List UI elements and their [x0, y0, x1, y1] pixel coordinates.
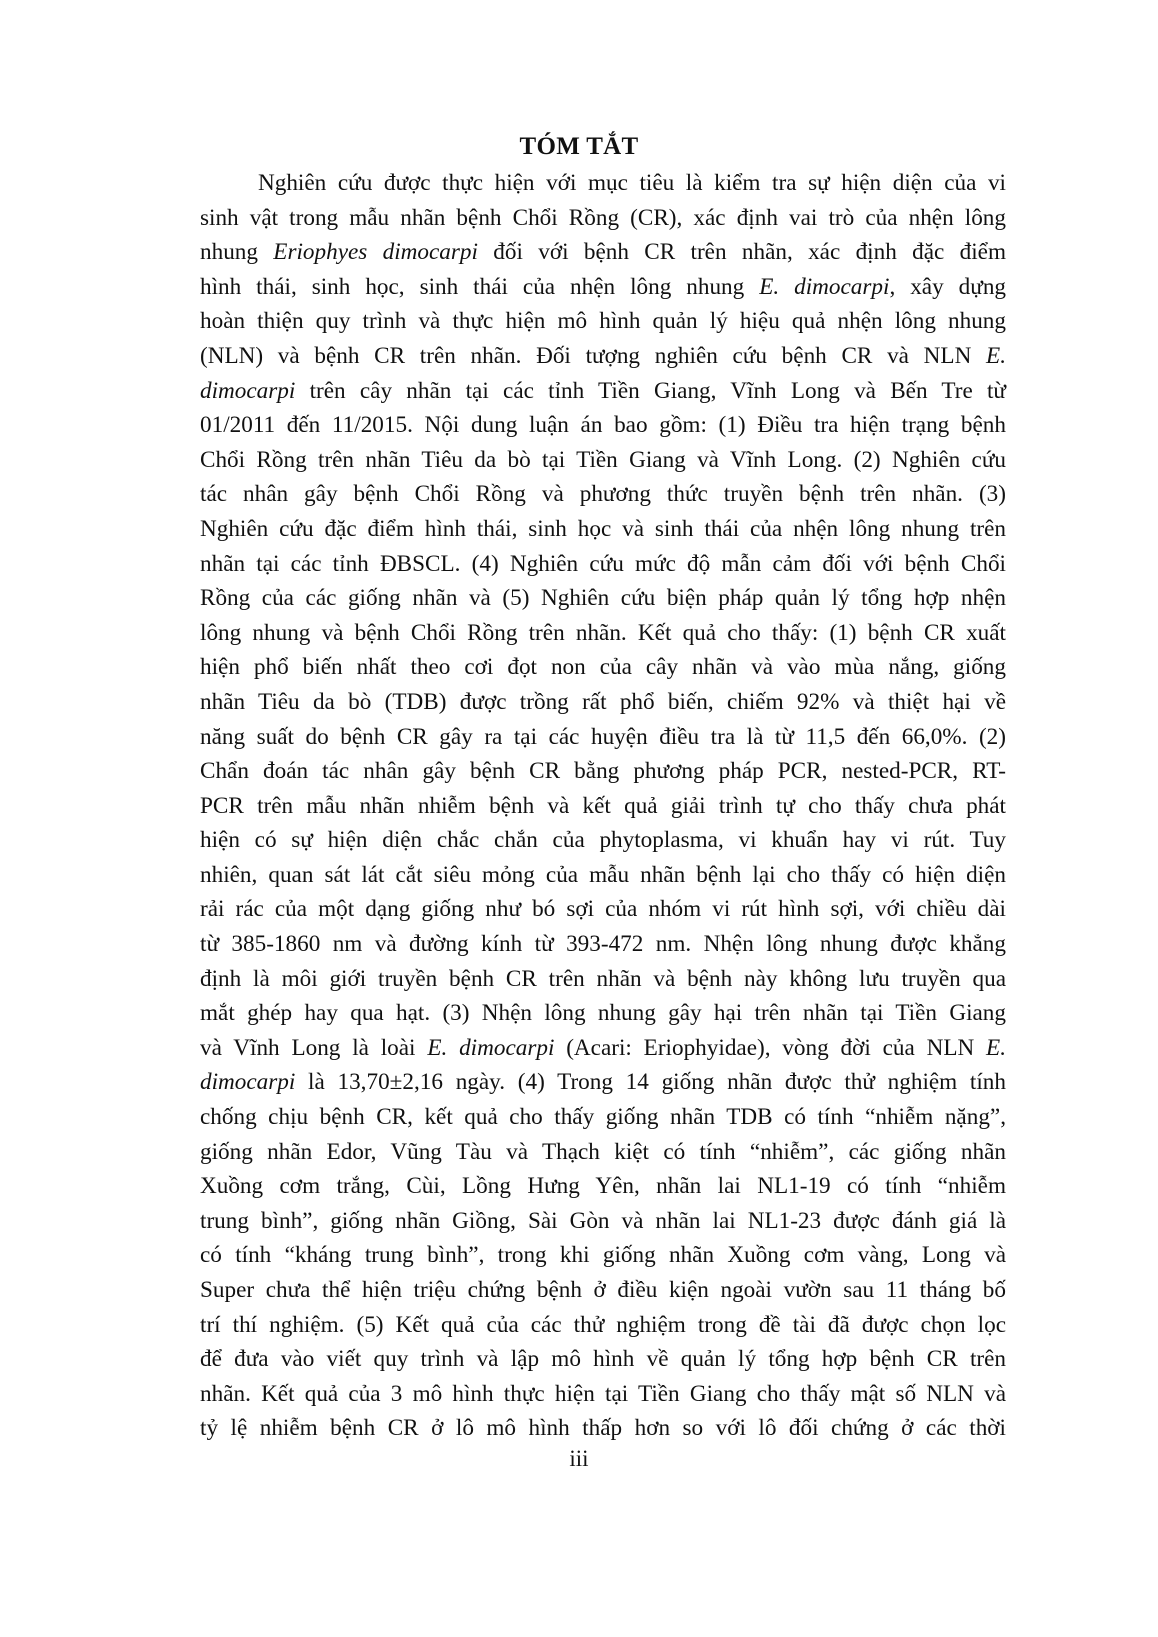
text-run: năng suất do bệnh CR gây ra tại các huyện điều tra là từ 11,5 đến 66,0%. (2)	[200, 723, 1006, 750]
text-line	[200, 547, 1006, 582]
text-run: tác nhân gây bệnh Chổi Rồng và phương thức truyền bệnh trên nhãn. (3)	[200, 481, 1006, 508]
text-run: từ 385-1860 nm và đường kính từ 393-472 nm. Nhện lông nhung được khẳng	[200, 931, 1006, 958]
text-line	[200, 789, 1006, 824]
text-line	[200, 616, 1006, 651]
text-run: có tính “kháng trung bình”, trong khi giống nhãn Xuồng cơm vàng, Long và	[200, 1242, 1006, 1269]
italic-species-name: E. dimocarpi	[759, 273, 890, 300]
italic-species-name: dimocarpi	[200, 1069, 296, 1096]
text-line	[200, 1377, 1006, 1412]
text-run: và Vĩnh Long là loài	[200, 1034, 428, 1061]
text-line	[200, 1135, 1006, 1170]
text-run: là 13,70±2,16 ngày. (4) Trong 14 giống nhãn được thử nghiệm tính	[295, 1069, 1006, 1096]
italic-species-name: E. dimocarpi	[427, 1034, 555, 1061]
text-run: rải rác của một dạng giống như bó sợi của nhóm vi rút hình sợi, với chiều dài	[200, 896, 1006, 923]
text-run: đối với bệnh CR trên nhãn, xác định đặc điểm	[477, 239, 1007, 266]
abstract-paragraph	[200, 166, 1006, 1446]
text-line	[200, 1100, 1006, 1135]
text-run: , xây dựng	[889, 273, 1007, 300]
text-run: (NLN) và bệnh CR trên nhãn. Đối tượng nghiên cứu bệnh CR và NLN	[200, 342, 987, 369]
text-line	[200, 1273, 1006, 1308]
text-run: nhung	[200, 239, 274, 266]
text-run: trên cây nhãn tại các tỉnh Tiền Giang, Vĩnh Long và Bến Tre từ	[295, 377, 1006, 404]
text-line	[200, 201, 1006, 236]
text-line	[200, 166, 1006, 201]
text-line	[200, 477, 1006, 512]
text-line	[200, 685, 1006, 720]
text-run: tỷ lệ nhiễm bệnh CR ở lô mô hình thấp hơn so với lô đối chứng ở các thời	[200, 1415, 1006, 1442]
text-run: trung bình”, giống nhãn Giồng, Sài Gòn và nhãn lai NL1-23 được đánh giá là	[200, 1207, 1006, 1234]
text-run: mắt ghép hay qua hạt. (3) Nhện lông nhung gây hại trên nhãn tại Tiền Giang	[200, 1000, 1006, 1027]
text-run: hoàn thiện quy trình và thực hiện mô hình quản lý hiệu quả nhện lông nhung	[200, 308, 1006, 335]
text-line	[200, 339, 1006, 374]
text-line	[200, 892, 1006, 927]
text-run: Super chưa thể hiện triệu chứng bệnh ở điều kiện ngoài vườn sau 11 tháng bố	[200, 1277, 1006, 1303]
text-line	[200, 1342, 1006, 1377]
text-line	[200, 235, 1006, 270]
text-line	[200, 823, 1006, 858]
text-line	[200, 270, 1006, 305]
text-line	[200, 1065, 1006, 1100]
text-line	[200, 1411, 1006, 1446]
italic-species-name: Eriophyes dimocarpi	[273, 239, 478, 266]
text-run: lông nhung và bệnh Chổi Rồng trên nhãn. Kết quả cho thấy: (1) bệnh CR xuất	[200, 619, 1006, 646]
text-line	[200, 581, 1006, 616]
text-run: nhãn tại các tỉnh ĐBSCL. (4) Nghiên cứu mức độ mẫn cảm đối với bệnh Chổi	[200, 550, 1006, 577]
text-run: nhãn Tiêu da bò (TDB) được trồng rất phổ biến, chiếm 92% và thiệt hại về	[200, 688, 1006, 715]
text-run: hiện có sự hiện diện chắc chắn của phytoplasma, vi khuẩn hay vi rút. Tuy	[200, 827, 1006, 854]
text-run: Rồng của các giống nhãn và (5) Nghiên cứu biện pháp quản lý tổng hợp nhện	[200, 585, 1006, 612]
text-line	[200, 1169, 1006, 1204]
text-run: Chổi Rồng trên nhãn Tiêu da bò tại Tiền Giang và Vĩnh Long. (2) Nghiên cứu	[200, 446, 1006, 473]
text-line	[200, 996, 1006, 1031]
text-run: (Acari: Eriophyidae), vòng đời của NLN	[554, 1034, 987, 1061]
text-run: để đưa vào viết quy trình và lập mô hình về quản lý tổng hợp bệnh CR trên	[200, 1346, 1006, 1373]
section-title: TÓM TẮT	[519, 133, 639, 160]
text-run: giống nhãn Edor, Vũng Tàu và Thạch kiệt có tính “nhiễm”, các giống nhãn	[200, 1138, 1006, 1165]
text-line	[200, 1031, 1006, 1066]
text-run: Nghiên cứu đặc điểm hình thái, sinh học và sinh thái của nhện lông nhung trên	[200, 515, 1006, 542]
text-line	[200, 962, 1006, 997]
text-run: nhiên, quan sát lát cắt siêu mỏng của mẫu nhãn bệnh lại cho thấy có hiện diện	[200, 861, 1006, 888]
page-number: iii	[569, 1446, 589, 1471]
text-line	[200, 650, 1006, 685]
italic-species-name: E.	[986, 1034, 1006, 1061]
italic-species-name: E.	[986, 342, 1006, 369]
text-run: sinh vật trong mẫu nhãn bệnh Chổi Rồng (CR), xác định vai trò của nhện lông	[200, 204, 1006, 231]
text-line	[200, 408, 1006, 443]
text-line	[200, 927, 1006, 962]
text-run: hình thái, sinh học, sinh thái của nhện lông nhung	[200, 273, 760, 300]
text-run: PCR trên mẫu nhãn nhiễm bệnh và kết quả giải trình tự cho thấy chưa phát	[200, 792, 1006, 819]
text-run: Nghiên cứu được thực hiện với mục tiêu là kiểm tra sự hiện diện của vi	[258, 170, 1006, 196]
text-line	[200, 374, 1006, 409]
text-line	[200, 512, 1006, 547]
text-run: Xuồng cơm trắng, Cùi, Lồng Hưng Yên, nhãn lai NL1-19 có tính “nhiễm	[200, 1173, 1006, 1200]
text-line	[200, 1204, 1006, 1239]
text-run: định là môi giới truyền bệnh CR trên nhãn và bệnh này không lưu truyền qua	[200, 965, 1006, 992]
italic-species-name: dimocarpi	[200, 377, 296, 404]
text-line	[200, 754, 1006, 789]
text-run: 01/2011 đến 11/2015. Nội dung luận án bao gồm: (1) Điều tra hiện trạng bệnh	[200, 412, 1006, 439]
text-line	[200, 858, 1006, 893]
text-run: nhãn. Kết quả của 3 mô hình thực hiện tại Tiền Giang cho thấy mật số NLN và	[200, 1380, 1006, 1407]
text-run: trí thí nghiệm. (5) Kết quả của các thử nghiệm trong đề tài đã được chọn lọc	[200, 1311, 1006, 1338]
text-line	[200, 720, 1006, 755]
text-run: chống chịu bệnh CR, kết quả cho thấy giống nhãn TDB có tính “nhiễm nặng”,	[200, 1104, 1006, 1131]
text-run: Chẩn đoán tác nhân gây bệnh CR bằng phương pháp PCR, nested-PCR, RT-	[200, 758, 1006, 785]
text-line	[200, 1308, 1006, 1343]
text-run: hiện phổ biến nhất theo cơi đọt non của cây nhãn và vào mùa nắng, giống	[200, 654, 1006, 681]
text-line	[200, 443, 1006, 478]
text-line	[200, 304, 1006, 339]
text-line	[200, 1238, 1006, 1273]
